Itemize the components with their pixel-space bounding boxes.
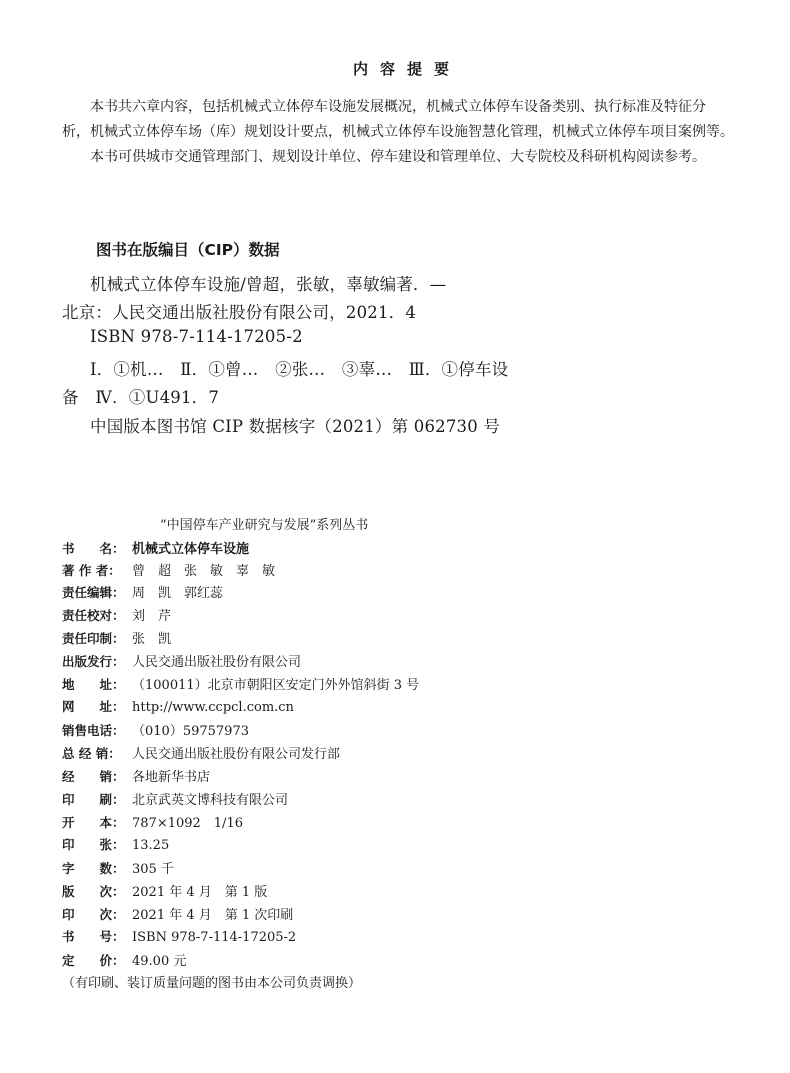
colophon-row-edition bbox=[62, 881, 267, 903]
colophon-label: 字 数： bbox=[62, 861, 125, 876]
colophon-value: （100011）北京市朝阳区安定门外外馆斜街 3 号 bbox=[132, 678, 420, 693]
colophon-row-address bbox=[62, 674, 419, 696]
colophon-value: 张 凯 bbox=[132, 632, 172, 647]
colophon-label: 印 次： bbox=[62, 907, 125, 922]
cip-classification: 备 Ⅳ．①U491．7 bbox=[62, 388, 220, 407]
colophon-row-general-distributor bbox=[62, 743, 340, 765]
colophon-value: 787×1092 1/16 bbox=[132, 816, 243, 831]
colophon-value: 人民交通出版社股份有限公司发行部 bbox=[132, 747, 341, 762]
colophon-label: 总 经 销： bbox=[62, 746, 121, 761]
colophon-row-isbn bbox=[62, 927, 296, 949]
colophon-label: 著 作 者： bbox=[62, 563, 121, 578]
colophon-label: 出版发行： bbox=[62, 654, 125, 669]
colophon-label: 经 销： bbox=[62, 769, 125, 784]
abstract-line: 本书可供城市交通管理部门、规划设计单位、停车建设和管理单位、大专院校及科研机构阅读参考。 bbox=[90, 149, 706, 165]
colophon-row-printer bbox=[62, 789, 288, 811]
colophon-label: 版 次： bbox=[62, 884, 125, 899]
series-title: “中国停车产业研究与发展”系列丛书 bbox=[160, 518, 369, 533]
colophon-value: 人民交通出版社股份有限公司 bbox=[132, 655, 302, 670]
colophon-row-proofreader bbox=[62, 605, 171, 627]
colophon-row-title bbox=[62, 538, 249, 560]
colophon-label: 责任编辑： bbox=[62, 585, 125, 600]
colophon-row-word-count bbox=[62, 858, 174, 880]
colophon-label: 印 张： bbox=[62, 837, 125, 852]
colophon-row-publisher bbox=[62, 651, 301, 673]
colophon-row-printing bbox=[62, 904, 293, 926]
colophon-row-website bbox=[62, 697, 294, 719]
colophon-label: 销售电话： bbox=[62, 723, 125, 738]
colophon-label: 开 本： bbox=[62, 815, 125, 830]
colophon-row-format bbox=[62, 812, 243, 834]
colophon-value: http://www.ccpcl.com.cn bbox=[132, 700, 294, 715]
colophon-value: 305 千 bbox=[132, 862, 174, 877]
colophon-value: 2021 年 4 月 第 1 次印刷 bbox=[132, 908, 294, 923]
cip-line: 机械式立体停车设施/曾超，张敏，辜敏编著．— bbox=[90, 275, 447, 294]
colophon-value: 2021 年 4 月 第 1 版 bbox=[132, 885, 268, 900]
colophon-label: 网 址： bbox=[62, 699, 125, 714]
quality-note: （有印刷、装订质量问题的图书由本公司负责调换） bbox=[62, 976, 362, 991]
colophon-row-price bbox=[62, 950, 186, 972]
colophon-row-sheets bbox=[62, 835, 169, 857]
colophon-value: 机械式立体停车设施 bbox=[132, 542, 250, 557]
colophon-value: （010）59757973 bbox=[132, 724, 249, 739]
colophon-value: 49.00 元 bbox=[132, 954, 187, 969]
colophon-value: ISBN 978-7-114-17205-2 bbox=[132, 930, 297, 945]
abstract-line: 本书共六章内容，包括机械式立体停车设施发展概况，机械式立体停车设备类别、执行标准及特征分 bbox=[90, 99, 706, 115]
colophon-row-authors bbox=[62, 560, 275, 582]
colophon-value: 各地新华书店 bbox=[132, 770, 211, 785]
colophon-value: 13.25 bbox=[132, 838, 170, 853]
colophon-label: 书 号： bbox=[62, 929, 125, 944]
colophon-value: 曾 超 张 敏 辜 敏 bbox=[132, 564, 276, 579]
colophon-value: 北京武英文博科技有限公司 bbox=[132, 793, 289, 808]
abstract-line: 析，机械式立体停车场（库）规划设计要点，机械式立体停车设施智慧化管理，机械式立体停车项目案例等。 bbox=[62, 124, 734, 140]
cip-classification: Ⅰ．①机… Ⅱ．①曾… ②张… ③辜… Ⅲ．①停车设 bbox=[90, 360, 509, 379]
colophon-label: 定 价： bbox=[62, 953, 125, 968]
cip-heading: 图书在版编目（CIP）数据 bbox=[96, 241, 280, 259]
colophon-label: 责任印制： bbox=[62, 631, 125, 646]
colophon-row-distributor bbox=[62, 766, 210, 788]
colophon-label: 书 名： bbox=[62, 541, 125, 556]
colophon-label: 责任校对： bbox=[62, 608, 125, 623]
colophon-value: 周 凯 郭红蕊 bbox=[132, 586, 224, 601]
colophon-label: 地 址： bbox=[62, 677, 125, 692]
colophon-row-sales-phone bbox=[62, 720, 249, 742]
colophon-row-print-manager bbox=[62, 628, 171, 650]
colophon-value: 刘 芹 bbox=[132, 609, 172, 624]
cip-line: 北京：人民交通出版社股份有限公司，2021．4 bbox=[62, 303, 417, 322]
colophon-row-editors bbox=[62, 582, 223, 604]
colophon-label: 印 刷： bbox=[62, 792, 125, 807]
cip-record-number: 中国版本图书馆 CIP 数据核字（2021）第 062730 号 bbox=[90, 417, 501, 436]
abstract-title: 内容提要 bbox=[352, 60, 461, 78]
cip-isbn: ISBN 978-7-114-17205-2 bbox=[90, 327, 303, 346]
